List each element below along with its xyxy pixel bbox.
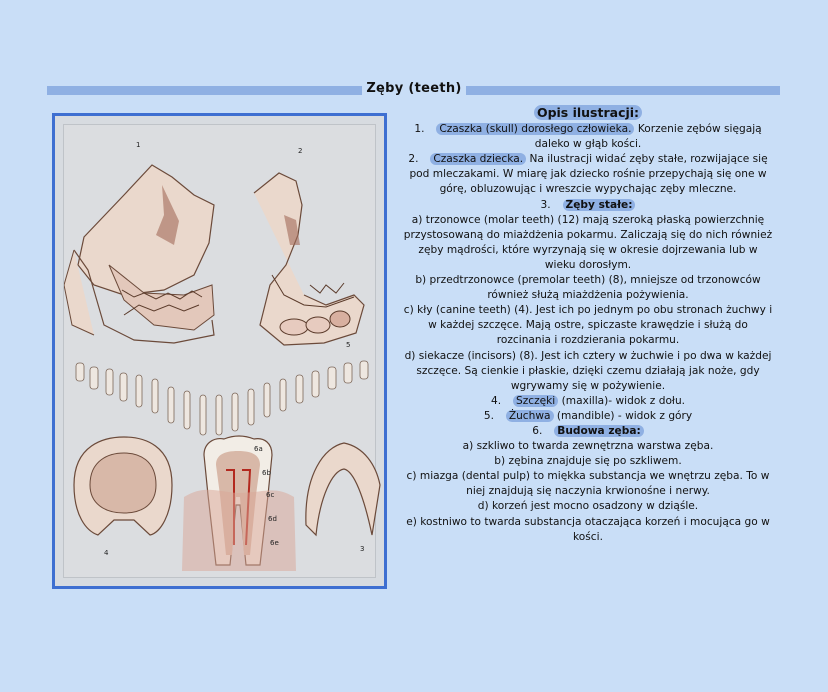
anatomical-plate	[63, 124, 376, 578]
item-1	[402, 122, 774, 152]
item-3b: b) przedtrzonowce (premolar teeth) (8), mniejsze od trzonowców również służą miażdżenia pożywienia.	[415, 274, 761, 302]
description-heading-line	[402, 105, 774, 122]
plate-label-6a: 6a	[254, 445, 263, 453]
plate-label-2: 2	[298, 147, 303, 155]
item-4-number: 4.	[490, 394, 502, 407]
item-3d: d) siekacze (incisors) (8). Jest ich cztery w żuchwie i po dwa w każdej szczęce. Są cienkie i płaskie, dzięki czemu działają jak noże, gdy wgrywamy się w pożywienie.	[404, 349, 772, 392]
item-5	[402, 409, 774, 424]
item-2-number: 2.	[408, 153, 419, 166]
item-6-highlight: Budowa zęba:	[554, 425, 643, 437]
item-6-number: 6.	[532, 424, 543, 437]
maxilla-drawing	[74, 437, 172, 535]
adult-skull-drawing	[64, 165, 214, 343]
page-title-wrap	[0, 81, 828, 96]
item-2	[402, 152, 774, 197]
plate-label-6c: 6c	[266, 491, 275, 499]
item-4-text: (maxilla)- widok z dołu.	[561, 394, 686, 407]
plate-label-6b: 6b	[262, 469, 271, 477]
item-5-text: (mandible) - widok z góry	[556, 409, 693, 422]
plate-label-4: 4	[104, 549, 109, 557]
item-6-heading	[402, 424, 774, 439]
item-3-number: 3.	[540, 198, 551, 211]
plate-label-6d: 6d	[268, 515, 277, 523]
item-6b: b) zębina znajduje się po szkliwem.	[494, 455, 682, 468]
item-6a: a) szkliwo to twarda zewnętrzna warstwa zęba.	[462, 440, 714, 453]
child-skull-drawing	[254, 173, 364, 345]
item-3c: c) kły (canine teeth) (4). Jest ich po jednym po obu stronach żuchwy i w każdej szczęce. Mają ostre, spiczaste krawędzie i służą do rozcinania i rozdzierania pokarmu.	[403, 304, 773, 347]
item-3-heading	[402, 198, 774, 213]
item-4-highlight: Szczęki	[513, 395, 558, 407]
item-1-number: 1.	[414, 123, 425, 136]
plate-label-1: 1	[136, 141, 141, 149]
mandible-drawing	[306, 443, 380, 535]
tooth-section-drawing	[182, 436, 296, 571]
item-2-highlight: Czaszka dziecka.	[430, 153, 526, 165]
separate-teeth-row	[76, 361, 368, 435]
item-4	[402, 394, 774, 409]
description-heading: Opis ilustracji:	[534, 105, 642, 120]
description-column	[402, 105, 774, 545]
item-5-highlight: Żuchwa	[506, 410, 554, 422]
plate-label-6e: 6e	[270, 539, 279, 547]
item-1-highlight: Czaszka (skull) dorosłego człowieka.	[436, 123, 634, 135]
item-2-text: Na ilustracji widać zęby stałe, rozwijające się pod mleczakami. W miarę jak dziecko rośnie przepychają się one w górę, obluzowując i wreszcie wypychając zęby mleczne.	[409, 153, 768, 196]
plate-label-5: 5	[346, 341, 351, 349]
item-6d: d) korzeń jest mocno osadzony w dziąśle.	[477, 500, 699, 513]
item-1-text: Korzenie zębów sięgają daleko w głąb kości.	[534, 123, 762, 151]
item-6e: e) kostniwo to twarda substancja otaczająca korzeń i mocująca go w kości.	[406, 515, 770, 543]
illustration-frame	[52, 113, 387, 589]
plate-label-3: 3	[360, 545, 365, 553]
item-3a: a) trzonowce (molar teeth) (12) mają szeroką płaską powierzchnię przystosowaną do miażdżenia pokarmu. Zaliczają się do nich również zęby mądrości, które wyrzynają się w okresie dojrzewania lub w wieku dorosłym.	[403, 213, 773, 271]
item-6c: c) miazga (dental pulp) to miękka substancja we wnętrzu zęba. To w niej znajdują się naczynia krwionośne i nerwy.	[406, 470, 770, 498]
item-5-number: 5.	[483, 409, 494, 422]
item-3-highlight: Zęby stałe:	[563, 199, 636, 211]
page-title: Zęby (teeth)	[362, 81, 465, 96]
teeth-illustration	[64, 125, 381, 583]
